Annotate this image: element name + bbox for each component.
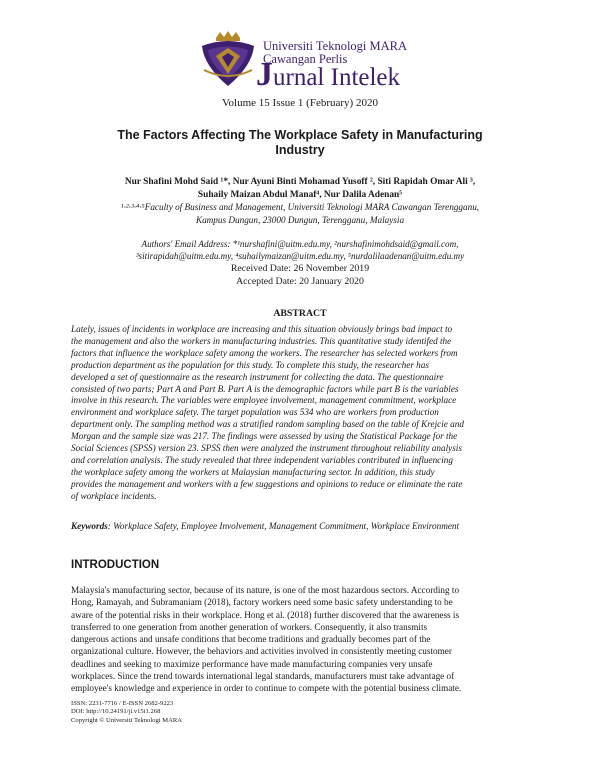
accepted-date: Accepted Date: 20 January 2020 <box>236 275 364 287</box>
article-dates <box>0 263 600 288</box>
abstract-line: Morgan and the sample size was 217. The findings were assessed by using the Statistical Package for the <box>71 431 458 442</box>
abstract-line: Social Sciences (SPSS) version 23. SPSS then were analyzed the instrument throughout reliability analysis <box>71 443 462 454</box>
uitm-crest-logo <box>196 30 260 90</box>
abstract-line: provides the management and workers with a few suggestions and opinions to reduce or eliminate the rate <box>71 478 463 489</box>
abstract-line: Lately, issues of incidents in workplace are increasing and this situation obviously brings bad impact to <box>71 324 453 334</box>
footer-doi[interactable]: DOI: http://10.24191/ji.v15i1.268 <box>71 708 161 716</box>
abstract-line: of workplace incidents. <box>71 490 157 501</box>
page-footer <box>71 700 182 725</box>
received-date: Received Date: 26 November 2019 <box>230 263 370 274</box>
affiliation-line: Kampus Dungun, 23000 Dungun, Terengganu, Malaysia <box>195 214 405 225</box>
abstract-line: department only. The sampling method was a stratified random sampling based on the table of Krejcie and <box>71 419 464 430</box>
intro-line: deadlines and seeking to maximize performance have made manufacturing companies very unsafe <box>71 658 433 669</box>
intro-line: transferred to one generation from another generation of workers. Consequently, it also transmits <box>71 621 428 632</box>
emails-line: Authors' Email Address: *¹nurshafini@uitm.edu.my, ²nurshafinimohdsaid@gmail.com, <box>141 239 459 249</box>
abstract-line: the management and also the workers in manufacturing industries. This quantitative study identifed the <box>71 335 452 346</box>
intro-line: dangerous actions and unsafe conditions that become traditions and gradually becomes part of the <box>71 634 431 645</box>
intro-line: organizational culture. However, the behaviors and activities involved in consistently meeting customer <box>71 646 452 657</box>
authors-line: Suhaily Maizan Abdul Manaf⁴, Nur Dalila Adenan⁵ <box>197 189 403 200</box>
abstract-line: production department as the population for this study. To complete this study, the researcher has <box>71 359 429 370</box>
journal-name-rest: urnal Intelek <box>273 64 401 91</box>
university-line-2: Cawangan Perlis <box>263 52 348 66</box>
introduction-body <box>71 584 530 695</box>
intro-line: Hong, Ramayah, and Subramaniam (2018), factory workers need some basic safety understanding to be <box>71 597 453 608</box>
abstract-heading: ABSTRACT <box>273 308 327 319</box>
affiliation-line: ¹·²·³·⁴·⁵Faculty of Business and Management, Universiti Teknologi MARA Cawangan Terengganu, <box>120 202 480 212</box>
keywords-label: Keywords <box>71 521 108 531</box>
keywords <box>71 521 530 531</box>
abstract-line: environment and workplace safety. The target population was 534 who are workers from production <box>71 407 439 418</box>
emails-line: ³sitirapidah@uitm.edu.my, ⁴suhailymaizan@uitm.edu.my, ⁵nurdalilaadenan@uitm.edu.my <box>135 251 465 261</box>
abstract-line: and correlation analysis. The study revealed that three independent variables contributed in influencing <box>71 454 453 465</box>
introduction-heading: INTRODUCTION <box>71 559 160 571</box>
footer-copyright: Copyright © Universiti Teknologi MARA <box>71 716 183 724</box>
author-list <box>60 176 540 201</box>
intro-line: workplaces. Since the trend towards international legal standards, manufacturers must take advantage of <box>71 671 455 682</box>
author-emails <box>60 238 540 262</box>
title-line: Industry <box>275 143 325 157</box>
title-line: The Factors Affecting The Workplace Safety in Manufacturing <box>117 128 483 142</box>
intro-line: aware of the potential risks in their workplace. Hong et al. (2018) further discovered that the awareness is <box>71 609 460 620</box>
journal-initial: J <box>256 56 273 93</box>
intro-line: employee's knowledge and experience in order to continue to compete with the potential business climate. <box>71 683 462 694</box>
affiliation <box>60 201 540 226</box>
abstract-line: consisted of two parts; Part A and Part B. Part A is the demographic factors while part B is the variables <box>71 383 459 394</box>
volume-issue: Volume 15 Issue 1 (February) 2020 <box>222 97 378 109</box>
abstract-body <box>71 324 530 503</box>
abstract-line: factors that influence the workplace safety among the workers. The researcher has selected workers from <box>71 347 458 358</box>
footer-issn: ISSN: 2231-7716 / E-ISSN 2682-9223 <box>71 700 174 707</box>
intro-line: Malaysia's manufacturing sector, because of its nature, is one of the most hazardous sectors. According to <box>71 585 460 595</box>
article-title <box>80 128 520 158</box>
abstract-line: involve in this research. The variables were employee involvement, management commitment, workplace <box>71 395 457 406</box>
university-line-1: Universiti Teknologi MARA <box>263 39 408 53</box>
keywords-text: : Workplace Safety, Employee Involvement, Management Commitment, Workplace Environment <box>107 521 460 531</box>
authors-line: Nur Shafini Mohd Said ¹*, Nur Ayuni Binti Mohamad Yusoff ², Siti Rapidah Omar Ali ³, <box>124 177 476 187</box>
abstract-line: the workplace safety among the workers at Malaysian manufacturing sector. In addition, this study <box>71 466 435 477</box>
journal-name <box>256 56 400 94</box>
abstract-line: developed a set of questionnaire as the research instrument for collecting the data. The questionnaire <box>71 371 444 382</box>
